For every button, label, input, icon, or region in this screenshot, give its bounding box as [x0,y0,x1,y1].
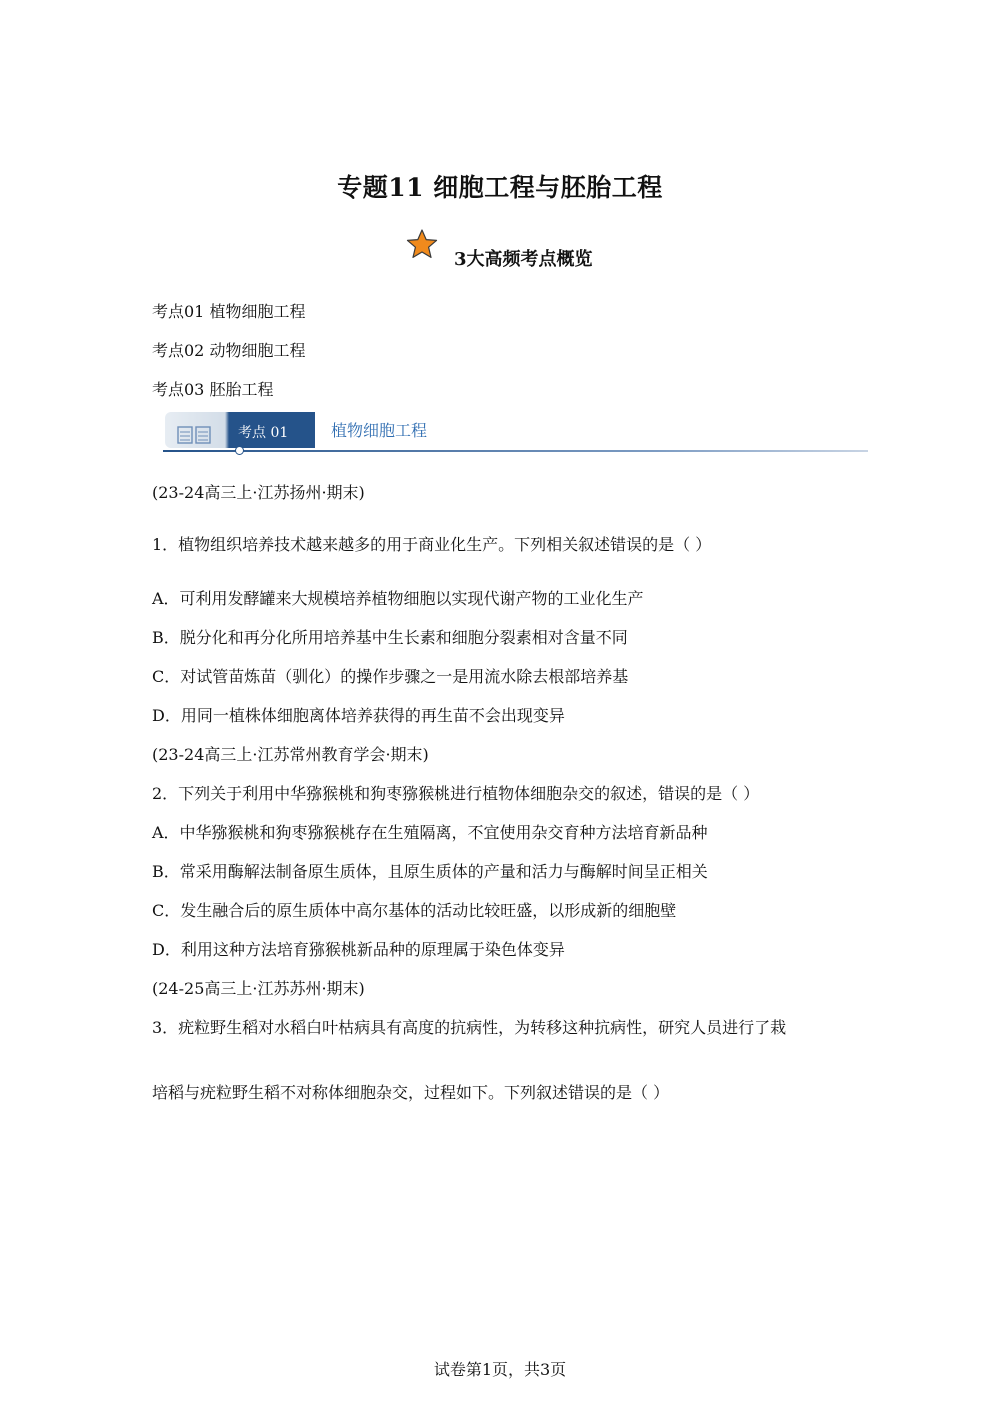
toc-item-3: 考点03 胚胎工程 [152,380,274,399]
toc-item-2: 考点02 动物细胞工程 [152,341,306,360]
section-title: 植物细胞工程 [331,421,428,440]
section-divider [163,450,868,452]
question-1-option-a: A．可利用发酵罐来大规模培养植物细胞以实现代谢产物的工业化生产 [152,589,644,608]
question-1-option-c: C．对试管苗炼苗（驯化）的操作步骤之一是用流水除去根部培养基 [152,667,629,686]
overview-heading: 3大高频考点概览 [454,249,593,270]
question-3-stem-line-1: 3．疣粒野生稻对水稻白叶枯病具有高度的抗病性，为转移这种抗病性，研究人员进行了栽 [152,1018,787,1037]
book-icon [177,426,211,444]
toc-item-1: 考点01 植物细胞工程 [152,302,306,321]
section-header [163,410,868,456]
section-dot [235,446,244,455]
question-1-option-b: B．脱分化和再分化所用培养基中生长素和细胞分裂素相对含量不同 [152,628,628,647]
question-2-option-c: C．发生融合后的原生质体中高尔基体的活动比较旺盛，以形成新的细胞壁 [152,901,677,920]
question-1-stem: 1．植物组织培养技术越来越多的用于商业化生产。下列相关叙述错误的是（ ） [152,535,712,554]
question-2-option-d: D．利用这种方法培育猕猴桃新品种的原理属于染色体变异 [152,940,565,959]
page-footer: 试卷第1页，共3页 [433,1360,567,1379]
question-3-stem-line-2: 培稻与疣粒野生稻不对称体细胞杂交，过程如下。下列叙述错误的是（ ） [152,1083,670,1102]
question-2-stem: 2．下列关于利用中华猕猴桃和狗枣猕猴桃进行植物体细胞杂交的叙述，错误的是（ ） [152,784,760,803]
question-2-option-a: A．中华猕猴桃和狗枣猕猴桃存在生殖隔离，不宜使用杂交育种方法培育新品种 [152,823,708,842]
question-1-source: (23-24高三上·江苏扬州·期末) [152,483,365,502]
question-2-source: (23-24高三上·江苏常州教育学会·期末) [152,745,429,764]
star-icon [406,228,438,260]
question-1-option-d: D．用同一植株体细胞离体培养获得的再生苗不会出现变异 [152,706,565,725]
section-number: 考点 01 [238,425,289,441]
section-tab [165,412,315,448]
question-3-source: (24-25高三上·江苏苏州·期末) [152,979,365,998]
question-2-option-b: B．常采用酶解法制备原生质体，且原生质体的产量和活力与酶解时间呈正相关 [152,862,708,881]
page-title: 专题11 细胞工程与胚胎工程 [337,173,663,202]
